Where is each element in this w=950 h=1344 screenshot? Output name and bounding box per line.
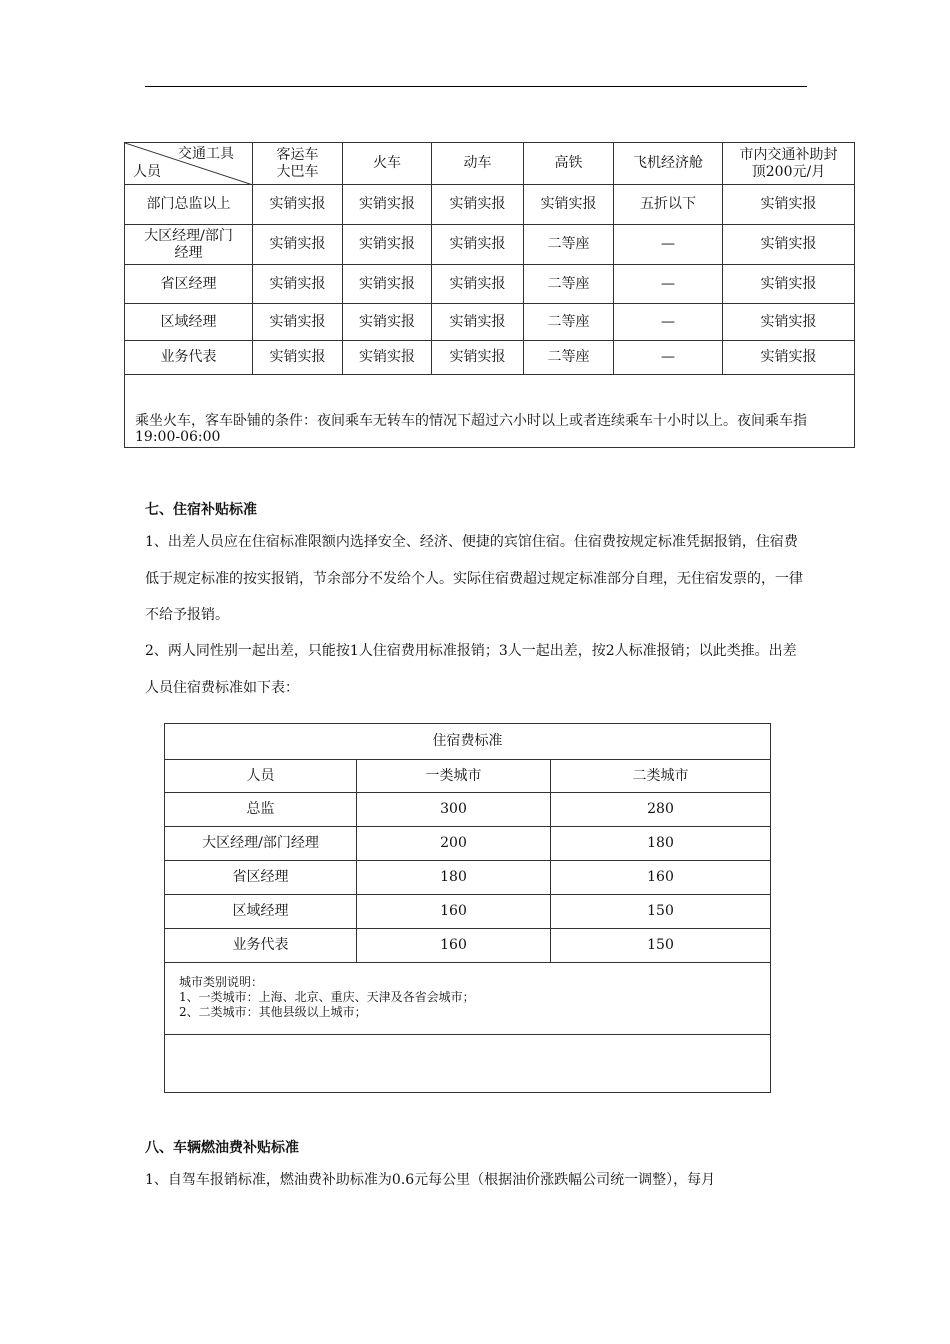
transport-table: [124, 142, 855, 448]
lodging-table: [164, 723, 771, 1093]
table-cell: 二等座: [524, 225, 614, 265]
table-row: [125, 341, 855, 375]
row-label: 区域经理: [125, 304, 253, 341]
row-label: 业务代表: [125, 341, 253, 375]
table-cell: 省区经理: [165, 861, 357, 895]
table-cell: 实销实报: [432, 304, 524, 341]
table-cell: —: [614, 341, 723, 375]
table-cell: 200: [357, 827, 551, 861]
table-cell: 二等座: [524, 304, 614, 341]
table-cell: —: [614, 265, 723, 304]
table-cell: 实销实报: [253, 341, 343, 375]
table-cell: 160: [357, 929, 551, 963]
column-header: 二类城市: [551, 760, 771, 793]
column-header: 飞机经济舱: [614, 143, 723, 185]
table-cell: 区域经理: [165, 895, 357, 929]
table-cell: 实销实报: [723, 225, 855, 265]
row-label: 大区经理/部门 经理: [125, 225, 253, 265]
table-cell: 实销实报: [723, 304, 855, 341]
city-category-notes: [165, 963, 771, 1035]
table-cell: 实销实报: [253, 265, 343, 304]
column-header: 火车: [343, 143, 432, 185]
table-cell: 180: [357, 861, 551, 895]
section-7-paragraph-1: 1、出差人员应在住宿标准限额内选择安全、经济、便捷的宾馆住宿。住宿费按规定标准凭据报销，住宿费低于规定标准的按实报销，节余部分不发给个人。实际住宿费超过规定标准部分自理，无住宿发票的，一律不给予报销。: [145, 534, 803, 623]
table-cell: —: [614, 225, 723, 265]
table-cell: 实销实报: [432, 341, 524, 375]
empty-row: [165, 1035, 771, 1093]
table-row: [165, 929, 771, 963]
table-cell: 实销实报: [723, 341, 855, 375]
table-cell: 五折以下: [614, 185, 723, 225]
section-8-paragraph-1: 1、自驾车报销标准，燃油费补助标准为0.6元每公里（根据油价涨跌幅公司统一调整），每月: [145, 1172, 716, 1188]
column-header: 动车: [432, 143, 524, 185]
table-cell: 实销实报: [723, 265, 855, 304]
table-cell: 280: [551, 793, 771, 827]
table-cell: 实销实报: [343, 341, 432, 375]
table-cell: 实销实报: [432, 185, 524, 225]
table-cell: 大区经理/部门经理: [165, 827, 357, 861]
table-cell: 业务代表: [165, 929, 357, 963]
table-row: [165, 827, 771, 861]
column-header: 市内交通补助封 顶200元/月: [723, 143, 855, 185]
header-rule: [145, 86, 807, 87]
notes-line: 2、二类城市：其他县级以上城市；: [179, 1005, 367, 1019]
table-cell: 实销实报: [524, 185, 614, 225]
table-cell: 实销实报: [343, 225, 432, 265]
table-row: [125, 304, 855, 341]
table-cell: 实销实报: [343, 185, 432, 225]
table-cell: —: [614, 304, 723, 341]
table-cell: 实销实报: [432, 265, 524, 304]
table-row: [165, 895, 771, 929]
table-cell: 二等座: [524, 265, 614, 304]
lodging-table-title: 住宿费标准: [165, 724, 771, 760]
table-cell: 实销实报: [343, 265, 432, 304]
corner-top-label: 交通工具: [178, 146, 234, 162]
table-cell: 实销实报: [253, 185, 343, 225]
column-header: 一类城市: [357, 760, 551, 793]
corner-cell: [125, 143, 253, 185]
row-label: 部门总监以上: [125, 185, 253, 225]
table-cell: 总监: [165, 793, 357, 827]
section-8-title: 八、车辆燃油费补贴标准: [145, 1140, 299, 1156]
column-header: 人员: [165, 760, 357, 793]
column-header: 客运车 大巴车: [253, 143, 343, 185]
notes-line: 1、一类城市：上海、北京、重庆、天津及各省会城市；: [179, 990, 475, 1004]
table-row: [125, 185, 855, 225]
transport-note: 乘坐火车，客车卧铺的条件：夜间乘车无转车的情况下超过六小时以上或者连续乘车十小时以上。夜间乘车指19:00-06:00: [125, 375, 855, 448]
table-cell: 150: [551, 895, 771, 929]
table-cell: 二等座: [524, 341, 614, 375]
section-7-title: 七、住宿补贴标准: [145, 502, 257, 518]
section-7-paragraph-2: 2、两人同性别一起出差，只能按1人住宿费用标准报销；3人一起出差，按2人标准报销；以此类推。出差人员住宿费标准如下表：: [145, 643, 797, 696]
table-row: [165, 793, 771, 827]
table-row: [165, 861, 771, 895]
table-cell: 实销实报: [432, 225, 524, 265]
table-row: [125, 265, 855, 304]
notes-line: 城市类别说明：: [179, 975, 264, 989]
table-cell: 实销实报: [723, 185, 855, 225]
row-label: 省区经理: [125, 265, 253, 304]
table-cell: 300: [357, 793, 551, 827]
table-cell: 160: [357, 895, 551, 929]
column-header: 高铁: [524, 143, 614, 185]
table-cell: 实销实报: [253, 304, 343, 341]
table-cell: 160: [551, 861, 771, 895]
corner-bottom-label: 人员: [133, 163, 161, 180]
table-row: [125, 225, 855, 265]
table-cell: 实销实报: [343, 304, 432, 341]
table-cell: 180: [551, 827, 771, 861]
table-cell: 150: [551, 929, 771, 963]
table-cell: 实销实报: [253, 225, 343, 265]
